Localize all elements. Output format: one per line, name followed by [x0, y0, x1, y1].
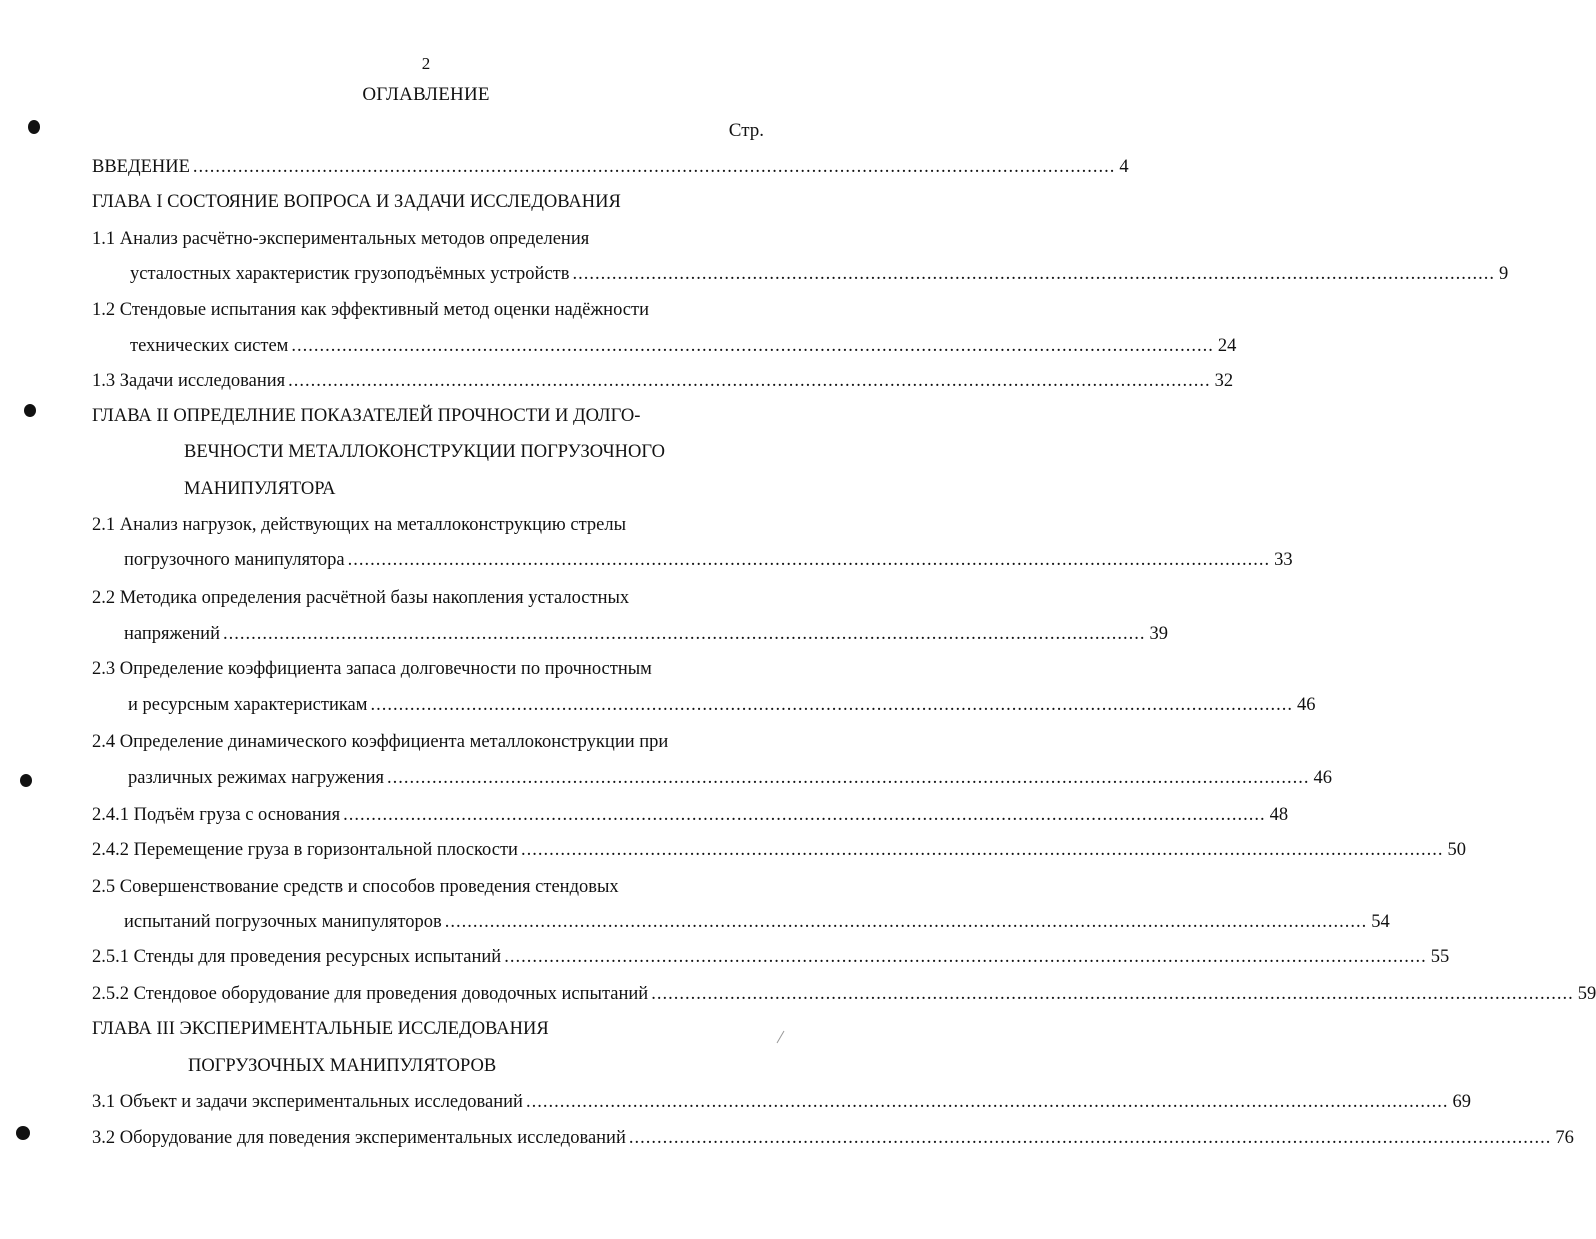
- toc-entry: 3.1 Объект и задачи экспериментальных исследований .................................................................................................................................................................... 69: [92, 1092, 1471, 1112]
- punch-hole-mark: [16, 1126, 30, 1140]
- page-column-label: Стр.: [728, 120, 764, 141]
- page-number: 2: [421, 54, 431, 73]
- toc-entry-text: 2.5 Совершенствование средств и способов проведения стендовых: [92, 877, 619, 897]
- toc-entry-introduction: ВВЕДЕНИЕ .................................................................................................................................................................... 4: [92, 157, 1129, 177]
- toc-entry: 3.2 Оборудование для поведения экспериментальных исследований .................................................................................................................................................................... 76: [92, 1128, 1574, 1148]
- punch-hole-mark: [24, 404, 36, 417]
- toc-page-number: 39: [1149, 624, 1168, 644]
- toc-entry-text: 2.3 Определение коэффициента запаса долговечности по прочностным: [92, 659, 652, 679]
- toc-entry: погрузочного манипулятора .................................................................................................................................................................... 33: [124, 550, 1293, 570]
- toc-page-number: 59: [1577, 984, 1596, 1004]
- punch-hole-mark: [28, 120, 40, 134]
- toc-chapter-heading-cont: ВЕЧНОСТИ МЕТАЛЛОКОНСТРУКЦИИ ПОГРУЗОЧНОГО: [184, 442, 665, 462]
- toc-page-number: 9: [1498, 264, 1509, 284]
- toc-chapter-heading: ГЛАВА II ОПРЕДЕЛНИЕ ПОКАЗАТЕЛЕЙ ПРОЧНОСТИ И ДОЛГО-: [92, 406, 641, 426]
- toc-page-number: 46: [1313, 768, 1332, 788]
- toc-entry: и ресурсным характеристикам .................................................................................................................................................................... 46: [128, 695, 1316, 715]
- toc-entry: 2.4.1 Подъём груза с основания .................................................................................................................................................................... 48: [92, 805, 1289, 825]
- toc-page-number: 54: [1371, 912, 1390, 932]
- toc-page-number: 24: [1217, 336, 1237, 356]
- toc-entry: различных режимах нагружения .................................................................................................................................................................... 46: [128, 768, 1332, 788]
- toc-entry: испытаний погрузочных манипуляторов .................................................................................................................................................................... 54: [124, 912, 1390, 932]
- toc-page-number: 33: [1274, 550, 1293, 570]
- toc-entry-text: 2.2 Методика определения расчётной базы накопления усталостных: [92, 588, 630, 608]
- toc-page-number: 32: [1214, 371, 1234, 391]
- toc-chapter-heading: ГЛАВА I СОСТОЯНИЕ ВОПРОСА И ЗАДАЧИ ИССЛЕДОВАНИЯ: [92, 192, 621, 212]
- page-title: ОГЛАВЛЕНИЕ: [362, 84, 490, 105]
- toc-page-number: 69: [1452, 1092, 1471, 1112]
- toc-entry: 2.5.1 Стенды для проведения ресурсных испытаний .................................................................................................................................................................... 55: [92, 947, 1450, 967]
- toc-page-number: 50: [1447, 840, 1466, 860]
- toc-entry: технических систем .................................................................................................................................................................... 24: [130, 336, 1237, 356]
- toc-entry-text: 1.2 Стендовые испытания как эффективный метод оценки надёжности: [92, 300, 649, 320]
- toc-page-number: 4: [1119, 157, 1129, 177]
- toc-entry-text: 2.1 Анализ нагрузок, действующих на металлоконструкцию стрелы: [92, 515, 627, 535]
- toc-chapter-heading-cont: МАНИПУЛЯТОРА: [184, 479, 336, 499]
- toc-entry: напряжений .................................................................................................................................................................... 39: [124, 624, 1168, 644]
- toc-entry: 2.4.2 Перемещение груза в горизонтальной плоскости .................................................................................................................................................................... 50: [92, 840, 1466, 860]
- toc-entry: 2.5.2 Стендовое оборудование для проведения доводочных испытаний .................................................................................................................................................................... 59: [92, 984, 1596, 1004]
- toc-chapter-heading-cont: ПОГРУЗОЧНЫХ МАНИПУЛЯТОРОВ: [188, 1056, 497, 1076]
- toc-entry-text: 2.4 Определение динамического коэффициента металлоконструкции при: [92, 732, 669, 752]
- toc-page-number: 55: [1430, 947, 1450, 967]
- toc-page-number: 48: [1269, 805, 1289, 825]
- toc-entry: усталостных характеристик грузоподъёмных устройств .................................................................................................................................................................... 9: [130, 264, 1509, 284]
- toc-page-number: 46: [1296, 695, 1316, 715]
- toc-chapter-heading: ГЛАВА III ЭКСПЕРИМЕНТАЛЬНЫЕ ИССЛЕДОВАНИЯ: [92, 1019, 549, 1039]
- toc-entry-text: 1.1 Анализ расчётно-экспериментальных методов определения: [92, 229, 590, 249]
- punch-hole-mark: [20, 774, 32, 787]
- scan-artifact: [777, 1031, 785, 1044]
- toc-page-number: 76: [1555, 1128, 1574, 1148]
- toc-entry: 1.3 Задачи исследования .................................................................................................................................................................... 32: [92, 371, 1234, 391]
